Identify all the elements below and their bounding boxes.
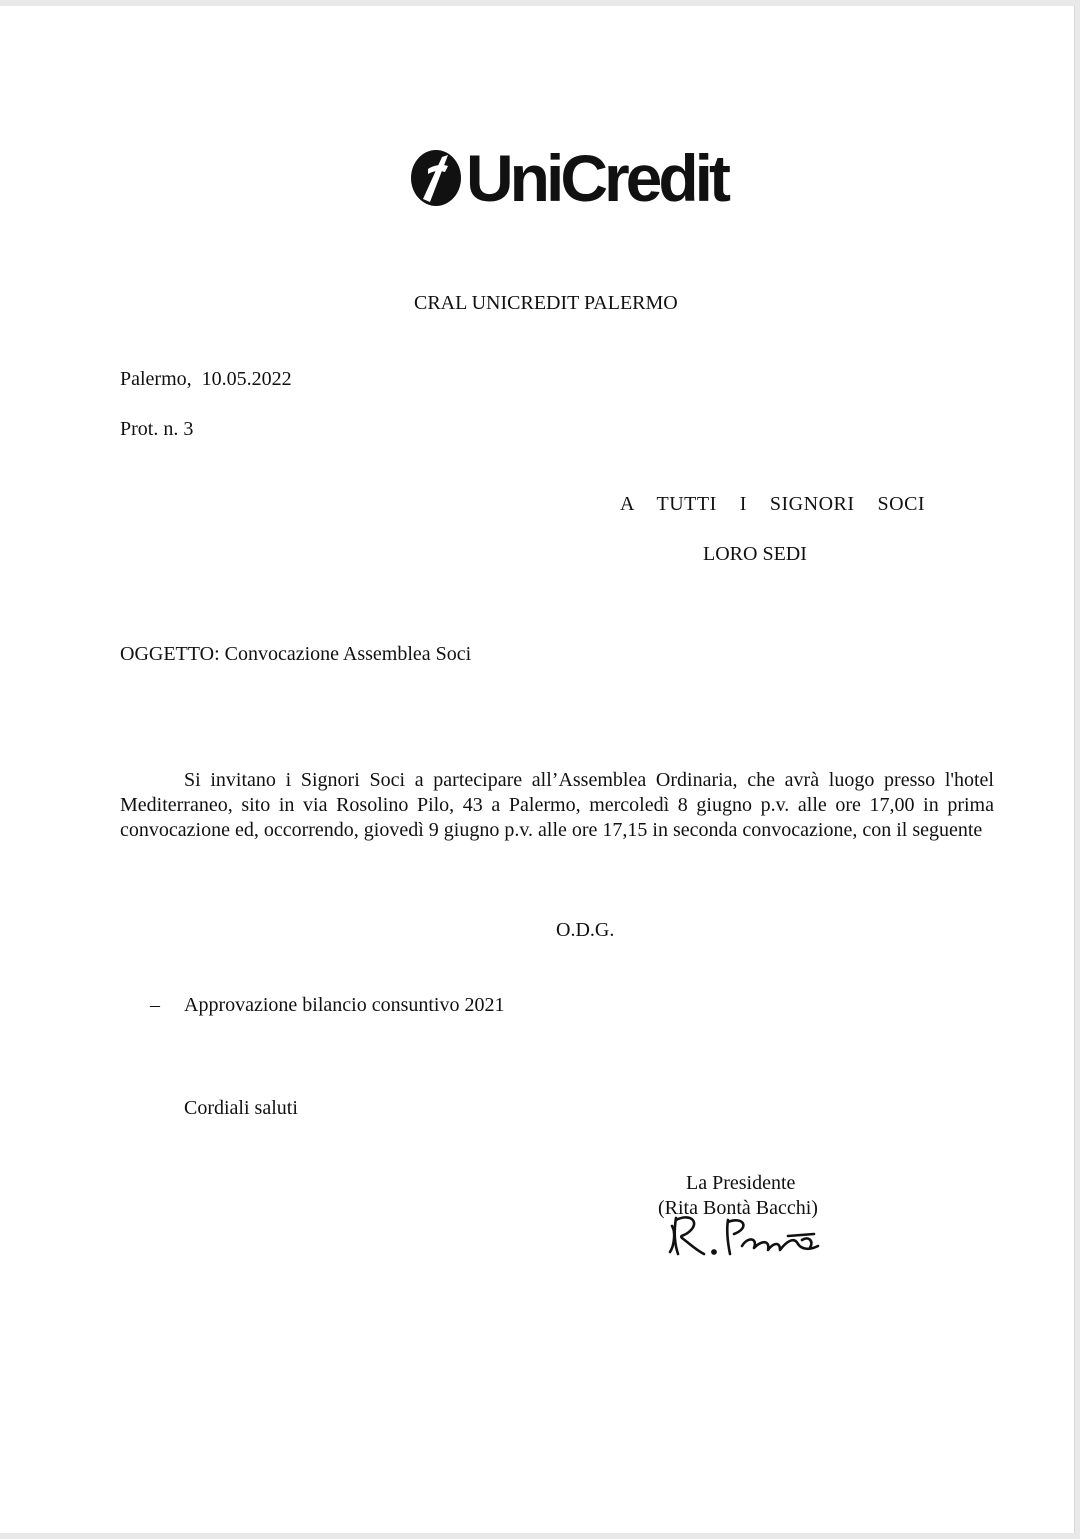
- letter-date: Palermo, 10.05.2022: [120, 368, 292, 390]
- letter-body: Si invitano i Signori Soci a partecipare all’Assemblea Ordinaria, che avrà luogo presso l'hotel Mediterraneo, sito in via Rosolino Pilo, 43 a Palermo, mercoledì 8 giugno p.v. alle ore 17,00 in prima convocazione ed, occorrendo, giovedì 9 giugno p.v. alle ore 17,15 in seconda convocazione, con il seguente: [120, 769, 994, 841]
- protocol-number: Prot. n. 3: [120, 418, 194, 440]
- unicredit-logo-icon: [408, 147, 464, 209]
- handwritten-signature: [662, 1206, 832, 1266]
- organization-heading: CRAL UNICREDIT PALERMO: [414, 292, 678, 314]
- agenda-heading: O.D.G.: [556, 919, 615, 941]
- recipient-line-2: LORO SEDI: [703, 543, 807, 565]
- recipient-line-1: A TUTTI I SIGNORI SOCI: [620, 493, 926, 515]
- letter-page: [0, 6, 1075, 1533]
- closing-greeting: Cordiali saluti: [184, 1097, 298, 1119]
- unicredit-logo: [408, 141, 727, 224]
- agenda-item-text: Approvazione bilancio consuntivo 2021: [184, 994, 505, 1016]
- agenda-item: [150, 993, 505, 1017]
- subject-line: OGGETTO: Convocazione Assemblea Soci: [120, 643, 472, 665]
- agenda-bullet: –: [150, 994, 160, 1016]
- agenda-list: [150, 993, 505, 1017]
- logo-wordmark: UniCredit: [466, 141, 727, 215]
- signer-name: (Rita Bontà Bacchi): [658, 1197, 818, 1219]
- signer-role: La Presidente: [686, 1172, 796, 1194]
